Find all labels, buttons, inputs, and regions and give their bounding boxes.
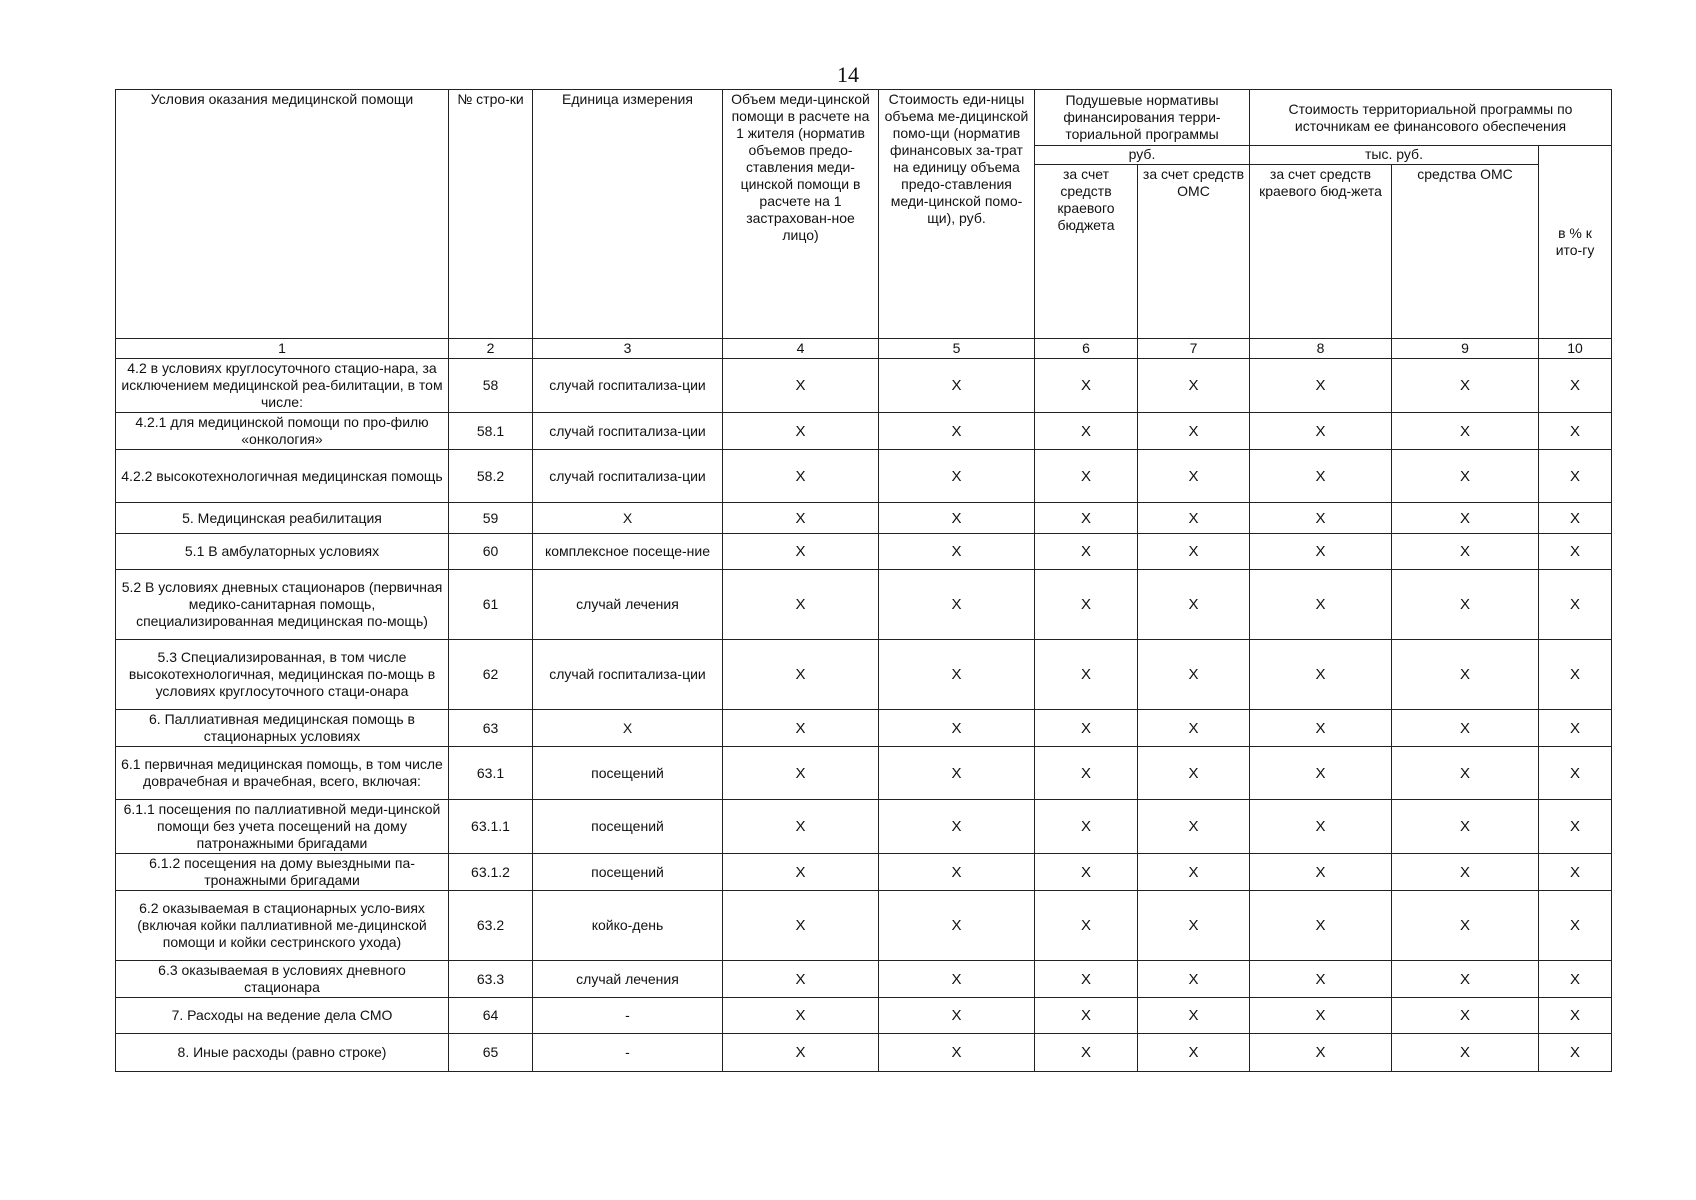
table-body — [116, 359, 1612, 1072]
header-volume: Объем меди-цинской помощи в расчете на 1 жителя (норматив объемов предо-ставления меди-цинской помощи в расчете на 1 застрахован-ное лицо) — [723, 90, 879, 339]
value-cell: Х — [879, 854, 1035, 891]
value-cell: Х — [1539, 640, 1612, 710]
value-cell: Х — [1035, 359, 1138, 413]
value-cell: Х — [1392, 359, 1539, 413]
value-cell: Х — [1539, 891, 1612, 961]
value-cell: Х — [1138, 450, 1250, 503]
value-cell: Х — [1392, 413, 1539, 450]
column-number: 10 — [1539, 339, 1612, 359]
value-cell: Х — [1250, 998, 1392, 1034]
condition-cell: 5.2 В условиях дневных стационаров (первичная медико-санитарная помощь, специализированная медицинская по-мощь) — [116, 570, 449, 640]
column-number: 3 — [533, 339, 723, 359]
header-row-no: № стро-ки — [449, 90, 533, 339]
condition-cell: 6.1.2 посещения на дому выездными па-тронажными бригадами — [116, 854, 449, 891]
value-cell: Х — [1035, 800, 1138, 854]
column-number: 7 — [1138, 339, 1250, 359]
column-number-row — [116, 339, 1612, 359]
row-number-cell: 61 — [449, 570, 533, 640]
value-cell: Х — [723, 800, 879, 854]
value-cell: Х — [879, 710, 1035, 747]
row-number-cell: 63.1.1 — [449, 800, 533, 854]
row-number-cell: 63.2 — [449, 891, 533, 961]
value-cell: Х — [1539, 961, 1612, 998]
value-cell: Х — [1392, 854, 1539, 891]
value-cell: Х — [1250, 1034, 1392, 1072]
value-cell: Х — [1539, 854, 1612, 891]
value-cell: Х — [1035, 891, 1138, 961]
value-cell: Х — [1539, 1034, 1612, 1072]
value-cell: Х — [723, 710, 879, 747]
header-prog-regional: за счет средств краевого бюд-жета — [1250, 165, 1392, 339]
value-cell: Х — [1250, 800, 1392, 854]
header-program-cost: Стоимость территориальной программы по источникам ее финансового обеспечения — [1250, 90, 1612, 146]
value-cell: Х — [879, 534, 1035, 570]
value-cell: Х — [1539, 710, 1612, 747]
header-percent: в % к ито-гу — [1539, 146, 1612, 339]
value-cell: Х — [879, 503, 1035, 534]
row-number-cell: 59 — [449, 503, 533, 534]
column-number: 1 — [116, 339, 449, 359]
value-cell: Х — [1392, 747, 1539, 800]
row-number-cell: 60 — [449, 534, 533, 570]
value-cell: Х — [1392, 998, 1539, 1034]
table-row — [116, 503, 1612, 534]
value-cell: Х — [1539, 534, 1612, 570]
value-cell: Х — [1250, 413, 1392, 450]
value-cell: Х — [1035, 747, 1138, 800]
condition-cell: 6.1 первичная медицинская помощь, в том числе доврачебная и врачебная, всего, включая: — [116, 747, 449, 800]
table-row — [116, 747, 1612, 800]
value-cell: Х — [879, 1034, 1035, 1072]
value-cell: Х — [1250, 640, 1392, 710]
value-cell: Х — [1392, 640, 1539, 710]
value-cell: Х — [1138, 891, 1250, 961]
unit-cell: Х — [533, 503, 723, 534]
column-number: 4 — [723, 339, 879, 359]
value-cell: Х — [1250, 891, 1392, 961]
value-cell: Х — [879, 998, 1035, 1034]
value-cell: Х — [879, 413, 1035, 450]
value-cell: Х — [1035, 710, 1138, 747]
table-row — [116, 800, 1612, 854]
value-cell: Х — [1035, 450, 1138, 503]
value-cell: Х — [1250, 961, 1392, 998]
condition-cell: 4.2.2 высокотехнологичная медицинская помощь — [116, 450, 449, 503]
value-cell: Х — [1138, 961, 1250, 998]
value-cell: Х — [1035, 503, 1138, 534]
value-cell: Х — [723, 570, 879, 640]
value-cell: Х — [1035, 413, 1138, 450]
unit-cell: случай госпитализа-ции — [533, 640, 723, 710]
unit-cell: комплексное посеще-ние — [533, 534, 723, 570]
row-number-cell: 58 — [449, 359, 533, 413]
table-row — [116, 570, 1612, 640]
table-row — [116, 854, 1612, 891]
unit-cell: случай лечения — [533, 570, 723, 640]
row-number-cell: 63.3 — [449, 961, 533, 998]
condition-cell: 6.3 оказываемая в условиях дневного стационара — [116, 961, 449, 998]
condition-cell: 5.3 Специализированная, в том числе высокотехнологичная, медицинская по-мощь в условиях круглосуточного стаци-онара — [116, 640, 449, 710]
value-cell: Х — [723, 640, 879, 710]
unit-cell: посещений — [533, 800, 723, 854]
condition-cell: 8. Иные расходы (равно строке) — [116, 1034, 449, 1072]
value-cell: Х — [1035, 570, 1138, 640]
value-cell: Х — [879, 570, 1035, 640]
value-cell: Х — [879, 747, 1035, 800]
column-number: 8 — [1250, 339, 1392, 359]
value-cell: Х — [879, 961, 1035, 998]
value-cell: Х — [1138, 534, 1250, 570]
table-row — [116, 998, 1612, 1034]
condition-cell: 6. Паллиативная медицинская помощь в стационарных условиях — [116, 710, 449, 747]
value-cell: Х — [1138, 800, 1250, 854]
table-row — [116, 891, 1612, 961]
value-cell: Х — [723, 747, 879, 800]
condition-cell: 5.1 В амбулаторных условиях — [116, 534, 449, 570]
column-number: 6 — [1035, 339, 1138, 359]
table-row — [116, 359, 1612, 413]
column-number: 9 — [1392, 339, 1539, 359]
value-cell: Х — [1392, 961, 1539, 998]
condition-cell: 7. Расходы на ведение дела СМО — [116, 998, 449, 1034]
table-row — [116, 413, 1612, 450]
condition-cell: 6.1.1 посещения по паллиативной меди-цинской помощи без учета посещений на дому патронажными бригадами — [116, 800, 449, 854]
value-cell: Х — [1250, 450, 1392, 503]
unit-cell: случай госпитализа-ции — [533, 450, 723, 503]
value-cell: Х — [1392, 891, 1539, 961]
value-cell: Х — [723, 854, 879, 891]
header-cost: Стоимость еди-ницы объема ме-дицинской помо-щи (норматив финансовых за-трат на единицу объема предо-ставления меди-цинской помо-щи), руб. — [879, 90, 1035, 339]
value-cell: Х — [879, 640, 1035, 710]
unit-cell: посещений — [533, 747, 723, 800]
value-cell: Х — [1035, 961, 1138, 998]
value-cell: Х — [1250, 503, 1392, 534]
value-cell: Х — [1539, 998, 1612, 1034]
row-number-cell: 64 — [449, 998, 533, 1034]
unit-cell: койко-день — [533, 891, 723, 961]
unit-cell: - — [533, 1034, 723, 1072]
value-cell: Х — [1539, 747, 1612, 800]
value-cell: Х — [1392, 503, 1539, 534]
row-number-cell: 58.1 — [449, 413, 533, 450]
page-number: 14 — [837, 62, 859, 87]
value-cell: Х — [723, 503, 879, 534]
value-cell: Х — [1539, 800, 1612, 854]
value-cell: Х — [1539, 570, 1612, 640]
value-cell: Х — [723, 1034, 879, 1072]
row-number-cell: 58.2 — [449, 450, 533, 503]
value-cell: Х — [723, 413, 879, 450]
header-budget-regional: за счет средств краевого бюджета — [1035, 165, 1138, 339]
value-cell: Х — [1250, 570, 1392, 640]
unit-cell: случай госпитализа-ции — [533, 359, 723, 413]
value-cell: Х — [1392, 1034, 1539, 1072]
value-cell: Х — [1138, 359, 1250, 413]
unit-cell: - — [533, 998, 723, 1034]
value-cell: Х — [1250, 854, 1392, 891]
condition-cell: 5. Медицинская реабилитация — [116, 503, 449, 534]
condition-cell: 6.2 оказываемая в стационарных усло-виях (включая койки паллиативной ме-дицинской помощи и койки сестринского ухода) — [116, 891, 449, 961]
row-number-cell: 63.1 — [449, 747, 533, 800]
value-cell: Х — [723, 450, 879, 503]
value-cell: Х — [723, 359, 879, 413]
value-cell: Х — [723, 534, 879, 570]
header-budget-oms: за счет средств ОМС — [1138, 165, 1250, 339]
value-cell: Х — [1138, 747, 1250, 800]
value-cell: Х — [1035, 534, 1138, 570]
value-cell: Х — [1392, 534, 1539, 570]
value-cell: Х — [1250, 747, 1392, 800]
column-number: 5 — [879, 339, 1035, 359]
value-cell: Х — [1035, 998, 1138, 1034]
value-cell: Х — [1539, 503, 1612, 534]
row-number-cell: 63.1.2 — [449, 854, 533, 891]
value-cell: Х — [1035, 640, 1138, 710]
value-cell: Х — [723, 891, 879, 961]
column-number: 2 — [449, 339, 533, 359]
value-cell: Х — [1539, 450, 1612, 503]
value-cell: Х — [1539, 359, 1612, 413]
table-row — [116, 1034, 1612, 1072]
header-prog-oms: средства ОМС — [1392, 165, 1539, 339]
value-cell: Х — [1138, 503, 1250, 534]
value-cell: Х — [1539, 413, 1612, 450]
value-cell: Х — [1035, 854, 1138, 891]
value-cell: Х — [1138, 570, 1250, 640]
value-cell: Х — [1392, 450, 1539, 503]
unit-cell: Х — [533, 710, 723, 747]
table-row — [116, 640, 1612, 710]
table-row — [116, 710, 1612, 747]
value-cell: Х — [1138, 413, 1250, 450]
value-cell: Х — [879, 359, 1035, 413]
value-cell: Х — [1138, 854, 1250, 891]
row-number-cell: 62 — [449, 640, 533, 710]
value-cell: Х — [879, 800, 1035, 854]
unit-cell: посещений — [533, 854, 723, 891]
unit-cell: случай лечения — [533, 961, 723, 998]
header-program-cost-unit: тыс. руб. — [1250, 146, 1539, 165]
table-row — [116, 450, 1612, 503]
header-unit: Единица измерения — [533, 90, 723, 339]
condition-cell: 4.2 в условиях круглосуточного стацио-нара, за исключением медицинской реа-билитации, в том числе: — [116, 359, 449, 413]
value-cell: Х — [1250, 534, 1392, 570]
value-cell: Х — [1138, 1034, 1250, 1072]
value-cell: Х — [1392, 570, 1539, 640]
header-per-capita: Подушевые нормативы финансирования терри-ториальной программы — [1035, 90, 1250, 146]
condition-cell: 4.2.1 для медицинской помощи по про-филю «онкология» — [116, 413, 449, 450]
value-cell: Х — [1392, 800, 1539, 854]
row-number-cell: 65 — [449, 1034, 533, 1072]
value-cell: Х — [1250, 710, 1392, 747]
table-row — [116, 961, 1612, 998]
value-cell: Х — [1035, 1034, 1138, 1072]
value-cell: Х — [879, 891, 1035, 961]
financing-table — [115, 89, 1612, 1072]
value-cell: Х — [723, 961, 879, 998]
header-per-capita-unit: руб. — [1035, 146, 1250, 165]
value-cell: Х — [1138, 998, 1250, 1034]
table-row — [116, 534, 1612, 570]
value-cell: Х — [723, 998, 879, 1034]
value-cell: Х — [879, 450, 1035, 503]
row-number-cell: 63 — [449, 710, 533, 747]
value-cell: Х — [1138, 640, 1250, 710]
header-conditions: Условия оказания медицинской помощи — [116, 90, 449, 339]
unit-cell: случай госпитализа-ции — [533, 413, 723, 450]
value-cell: Х — [1250, 359, 1392, 413]
value-cell: Х — [1138, 710, 1250, 747]
value-cell: Х — [1392, 710, 1539, 747]
